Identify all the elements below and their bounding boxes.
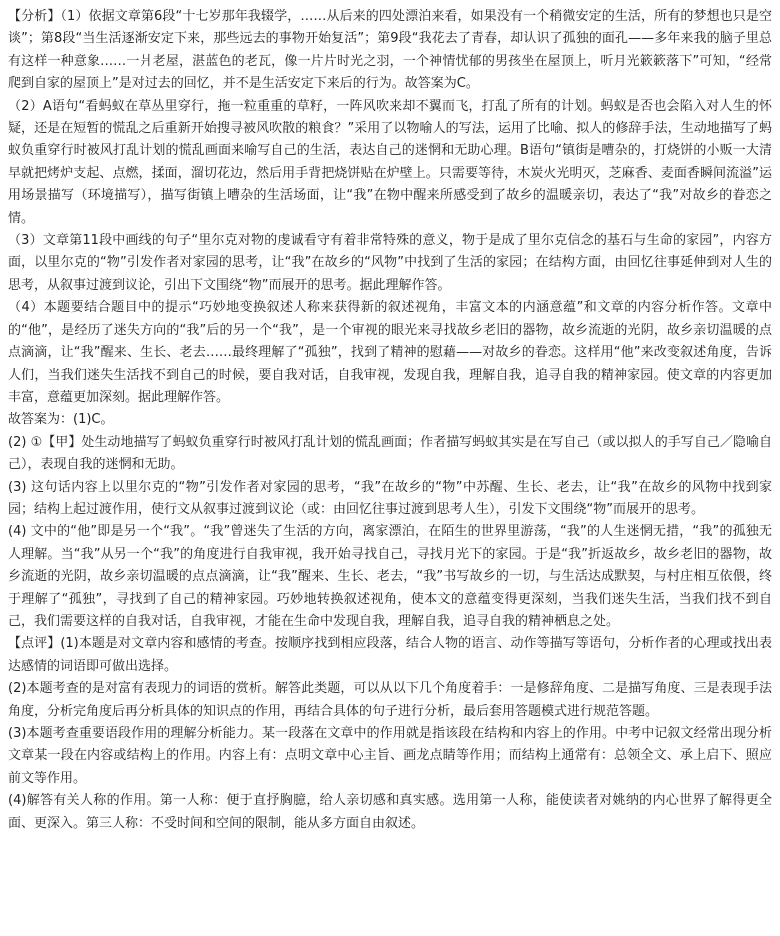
answer-q3: (3) 这句话内容上以里尔克的“物”引发作者对家园的思考，“我”在故乡的“物”中苏醒、生长、老去，让“我”在故乡的风物中找到家园；结构上起过渡作用，使行文从叙事过渡到议论（或：由回忆往事过渡到思考人生），引发下文围绕“物”而展开的思考。 xyxy=(8,479,772,517)
comment-q2: (2)本题考查的是对富有表现力的词语的赏析。解答此类题，可以从以下几个角度着手：一是修辞角度、二是描写角度、三是表现手法角度，分析完角度后再分析具体的知识点的作用，再结合具体的句子进行分析，最后套用答题模式进行规范答题。 xyxy=(8,681,772,719)
analysis-q3: （3）文章第11段中画线的句子“里尔克对物的虔诚看守有着非常特殊的意义，物于是成了里尔克信念的基石与生命的家园”，内容方面，以里尔克的“物”引发作者对家园的思考，让“我”在故乡的“风物”中找到了生活的家园；在结构方面，由回忆往事延伸到对人生的思考，从叙事过渡到议论，引出下文围绕“物”而展开的思考。据此理解作答。 xyxy=(8,233,772,293)
analysis-q1: 【分析】（1）依据文章第6段“十七岁那年我辍学，……从后来的四处漂泊来看，如果没有一个稍微安定的生活，所有的梦想也只是空谈”；第8段“当生活逐渐安定下来，那些远去的事物开始复活”；第9段“我花去了青春，却认识了孤独的面孔——多年来我的脑子里总有这样一种意象……一爿老屋，湛蓝色的老瓦，像一片片时光之羽，一个神情忧郁的男孩坐在屋顶上，听月光簌簌落下”可知，“经常爬到自家的屋顶上”是对过去的回忆，并不是生活安定下来后的行为。故答案为C。 xyxy=(8,9,772,92)
analysis-q4: （4）本题要结合题目中的提示“巧妙地变换叙述人称来获得新的叙述视角，丰富文本的内涵意蕴”和文章的内容分析作答。文章中的“他”，是经历了迷失方向的“我”后的另一个“我”，是一个审视的眼光来寻找故乡老旧的器物，故乡流逝的光阴，故乡亲切温暖的点点滴滴，让“我”醒来、生长、老去……最终理解了“孤独”，找到了精神的慰藉——对故乡的眷恋。这样用“他”来改变叙述角度，告诉人们，当我们迷失生活找不到自己的时候，要自我对话，自我审视，发现自我，理解自我，追寻自我的精神家园。使文章的内容更加丰富，意蕴更加深刻。据此理解作答。 xyxy=(8,300,772,405)
answer-q4: (4) 文中的“他”即是另一个“我”。“我”曾迷失了生活的方向，离家漂泊，在陌生的世界里游荡，“我”的人生迷惘无措，“我”的孤独无人理解。当“我”从另一个“我”的角度进行自我审视，我开始寻找自己，寻找月光下的家园。于是“我”折返故乡，故乡老旧的器物，故乡流逝的光阴，故乡亲切温暖的点点滴滴，让“我”醒来、生长、老去，“我”书写故乡的一切，与生活达成默契，与村庄相互依偎，终于理解了“孤独”，寻找到了自己的精神家园。巧妙地转换叙述视角，使本文的意蕴变得更深刻，当我们迷失生活，当我们找不到自己，我们需要这样的自我对话，自我审视，才能在生命中发现自我，理解自我，追寻自我的精神栖息之处。 xyxy=(8,524,772,629)
analysis-q2: （2）A语句“看蚂蚁在草丛里穿行，拖一粒重重的草籽，一阵风吹来却不翼而飞，打乱了所有的计划。蚂蚁是否也会陷入对人生的怀疑，还是在短暂的慌乱之后重新开始搜寻被风吹散的粮食？”采用了以物喻人的写法，运用了比喻、拟人的修辞手法，生动地描写了蚂蚁负重穿行时被风打乱计划的慌乱画面来喻写自己的生活，表达自己的迷惘和无助心理。B语句“镇街是嘈杂的，打烧饼的小贩一大清早就把烤炉支起、点燃，揉面，溜切花边，然后用手背把烧饼贴在炉壁上。只需要等待，木炭火光明灭，芝麻香、麦面香瞬间流溢”运用场景描写（环境描写），描写街镇上嘈杂的生活场面，让“我”在物中醒来所感受到了故乡的温暖亲切，表达了“我”对故乡的眷恋之情。 xyxy=(8,98,772,226)
comment-q3: (3)本题考查重要语段作用的理解分析能力。某一段落在文章中的作用就是指该段在结构和内容上的作用。中考中记叙文经常出现分析文章某一段在内容或结构上的作用。内容上有：点明文章中心主旨、画龙点睛等作用；而结构上通常有：总领全文、承上启下、照应前文等作用。 xyxy=(8,726,772,786)
comment-q1: 【点评】(1)本题是对文章内容和感情的考查。按顺序找到相应段落，结合人物的语言、动作等描写等语句，分析作者的心理或找出表达感情的词语即可做出选择。 xyxy=(8,636,772,674)
answer-q1: 故答案为：(1)C。 xyxy=(8,412,114,428)
comment-q4: (4)解答有关人称的作用。第一人称：便于直抒胸臆，给人亲切感和真实感。选用第一人称，能使读者对姚纳的内心世界了解得更全面、更深入。第三人称：不受时间和空间的限制，能从多方面自由叙述。 xyxy=(8,793,772,831)
answer-q2: (2) ①【甲】处生动地描写了蚂蚁负重穿行时被风打乱计划的慌乱画面；作者描写蚂蚁其实是在写自己（或以拟人的手写自己／隐喻自己），表现自我的迷惘和无助。 xyxy=(8,434,772,473)
